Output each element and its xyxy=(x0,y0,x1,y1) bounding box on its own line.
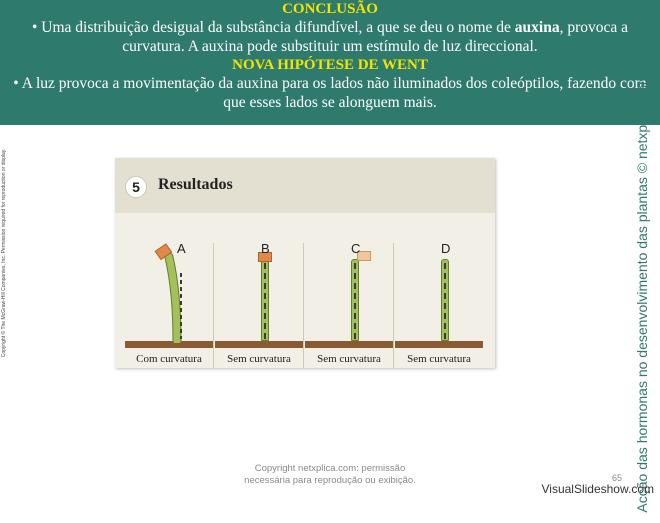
copyright-side-text: Copyright © The McGraw-Hill Companies, Inc. Permission required for reproduction or display. xyxy=(1,148,7,358)
footer-copyright: Copyright netxplica.com: permissão necessária para reprodução ou exibição. xyxy=(244,463,416,486)
hypothesis-text: • A luz provoca a movimentação da auxina para os lados não iluminados dos coleóptilos, fazendo com que esses lados se alonguem mais. xyxy=(13,75,647,111)
figure-title: Resultados xyxy=(158,176,233,193)
results-panels xyxy=(115,223,495,368)
panel-a xyxy=(125,243,214,368)
panel-d xyxy=(395,243,483,368)
conclusion-heading: CONCLUSÃO xyxy=(282,1,378,17)
panel-caption-a: Com curvatura xyxy=(136,353,202,365)
vertical-reference-line xyxy=(444,263,446,339)
bent-coleoptile xyxy=(125,243,213,343)
panel-label-a: A xyxy=(177,241,186,256)
figure-header xyxy=(115,158,495,213)
panel-c xyxy=(305,243,394,368)
vertical-reference-line xyxy=(264,263,266,339)
panel-label-b: B xyxy=(261,241,270,256)
panel-label-c: C xyxy=(351,241,361,256)
panel-caption-d: Sem curvatura xyxy=(407,353,471,365)
slide-side-title: Acção das hormonas no desenvolvimento das plantas © netxplica.com xyxy=(634,73,650,513)
panel-label-d: D xyxy=(441,241,451,256)
soil-strip xyxy=(305,341,393,348)
results-figure xyxy=(115,158,495,368)
soil-strip xyxy=(395,341,483,348)
conclusion-text: • Uma distribuição desigual da substância difundível, a que se deu o nome de auxina, provoca a curvatura. A auxina pode substituir um estímulo de luz direccional. xyxy=(31,19,629,55)
panel-caption-c: Sem curvatura xyxy=(317,353,381,365)
watermark-link[interactable]: VisualSlideshow.com xyxy=(541,482,654,496)
slide-banner xyxy=(0,0,660,125)
vertical-reference-line xyxy=(354,263,356,339)
panel-b xyxy=(215,243,304,368)
hypothesis-heading: NOVA HIPÓTESE DE WENT xyxy=(232,57,428,73)
soil-strip xyxy=(215,341,303,348)
step-number-badge: 5 xyxy=(125,176,147,198)
page-number: 65 xyxy=(612,473,623,483)
auxina-term: auxina xyxy=(514,19,560,36)
panel-caption-b: Sem curvatura xyxy=(227,353,291,365)
